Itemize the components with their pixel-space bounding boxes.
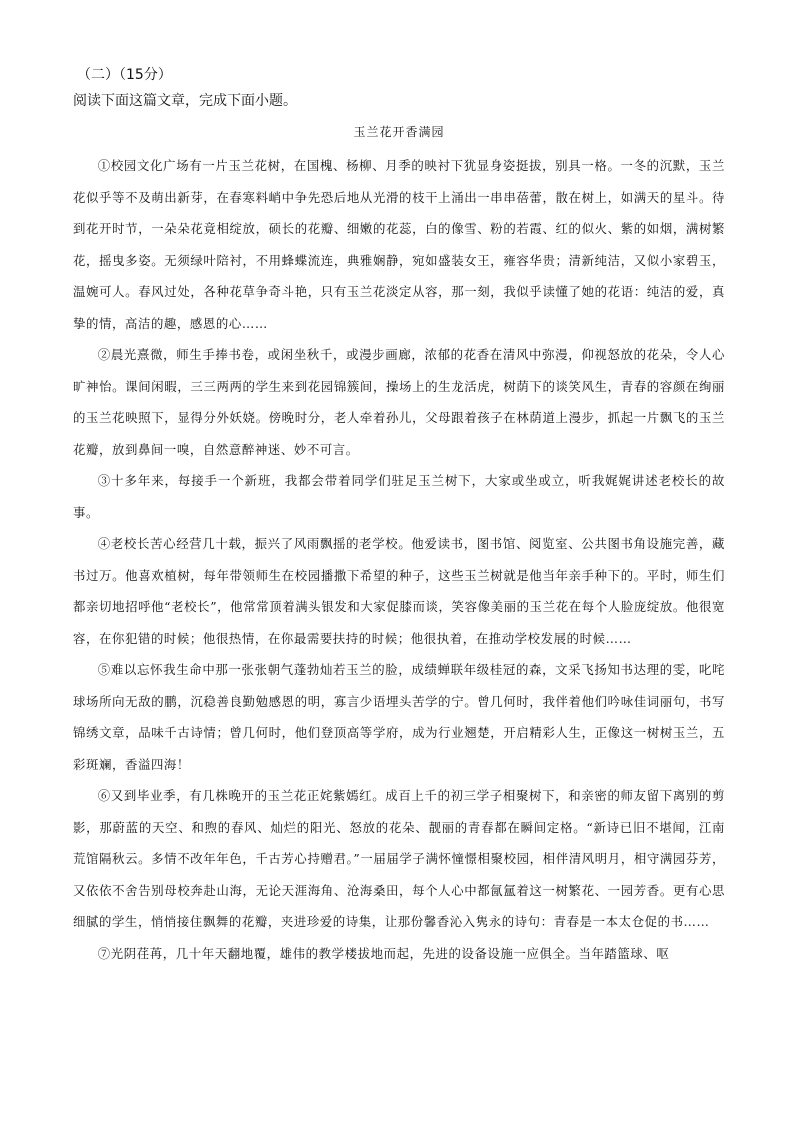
paragraph-7: ⑦光阴荏苒，几十年天翻地覆，雄伟的教学楼拔地而起，先进的设备设施一应俱全。当年踏篮球、呕 (97, 945, 670, 961)
paragraph-1: ①校园文化广场有一片玉兰花树，在国槐、杨柳、月季的映衬下犹显身姿挺拔，别具一格。一冬的沉默，玉兰花似乎等不及萌出新芽，在春寒料峭中争先恐后地从光滑的枝干上涌出一串串蓓蕾，散在树上，如满天的星斗。待到花开时节，一朵朵花竟相绽放，硕长的花瓣、细嫩的花蕊，白的像雪、粉的若霞、红的似火、紫的如烟，满树繁花，摇曳多姿。无须绿叶陪衬，不用蜂蝶流连，典雅娴静，宛如盛装女王，雍容华贵；清新纯洁，又似小家碧玉，温婉可人。春风过处，各种花草争奇斗艳，只有玉兰花淡定从容，那一刻，我似乎读懂了她的花语：纯洁的爱，真挚的情，高洁的趣，感恩的心…… (73, 158, 725, 331)
paragraph-3: ③十多年来，每接手一个新班，我都会带着同学们驻足玉兰树下，大家或坐或立，听我娓娓讲述老校长的故事。 (73, 473, 725, 520)
paragraph-2: ②晨光熹微，师生手捧书卷，或闲坐秋千，或漫步画廊，浓郁的花香在清风中弥漫，仰视怒放的花朵，令人心旷神怡。课间闲暇，三三两两的学生来到花园锦簇间，操场上的生龙活虎，树荫下的谈笑风生，青春的容颜在绚丽的玉兰花映照下，显得分外妖娆。傍晚时分，老人牵着孙儿，父母跟着孩子在林荫道上漫步，抓起一片飘飞的玉兰花瓣，放到鼻间一嗅，自然意醉神迷、妙不可言。 (73, 347, 725, 457)
paragraph-4: ④老校长苦心经营几十载，振兴了风雨飘摇的老学校。他爱读书，图书馆、阅览室、公共图书角设施完善，藏书过万。他喜欢植树，每年带领师生在校园播撒下希望的种子，这些玉兰树就是他当年亲手种下的。平时，师生们都亲切地招呼他“老校长”，他常常顶着满头银发和大家促膝而谈，笑容像美丽的玉兰花在每个人脸庞绽放。他很宽容，在你犯错的时候；他很热情，在你最需要扶持的时候；他很执着，在推动学校发展的时候…… (73, 536, 725, 646)
section-label: （二）（15分） (77, 67, 172, 83)
paragraph-6: ⑥又到毕业季，有几株晚开的玉兰花正姹紫嫣红。成百上千的初三学子相聚树下，和亲密的师友留下离别的剪影，那蔚蓝的天空、和煦的春风、灿烂的阳光、怒放的花朵、靓丽的青春都在瞬间定格。“新诗已旧不堪闻，江南荒馆隔秋云。多情不改年年色，千古芳心持赠君。”一届届学子满怀憧憬相聚校园，相伴清风明月，相守满园芬芳，又依依不舍告别母校奔赴山海，无论天涯海角、沧海桑田，每个人心中都氤氲着这一树繁花、一园芳香。更有心思细腻的学生，悄悄接住飘舞的花瓣，夹进珍爱的诗集，让那份馨香沁入隽永的诗句：青春是一本太仓促的书…… (73, 788, 725, 929)
reading-instruction: 阅读下面这篇文章，完成下面小题。 (73, 93, 297, 109)
article-title: 玉兰花开香满园 (353, 125, 445, 139)
document-page (73, 64, 725, 969)
paragraph-5: ⑤难以忘怀我生命中那一张张朝气蓬勃灿若玉兰的脸，成绩蝉联年级桂冠的森，文采飞扬知书达理的雯，叱咤球场所向无敌的鹏，沉稳善良勤勉感恩的明，寡言少语埋头苦学的宁。曾几何时，我伴着他们吟咏佳词丽句，书写锦绣文章，品味千古诗情；曾几何时，他们登顶高等学府，成为行业翘楚，开启精彩人生，正像这一树树玉兰，五彩斑斓，香溢四海！ (73, 662, 725, 772)
